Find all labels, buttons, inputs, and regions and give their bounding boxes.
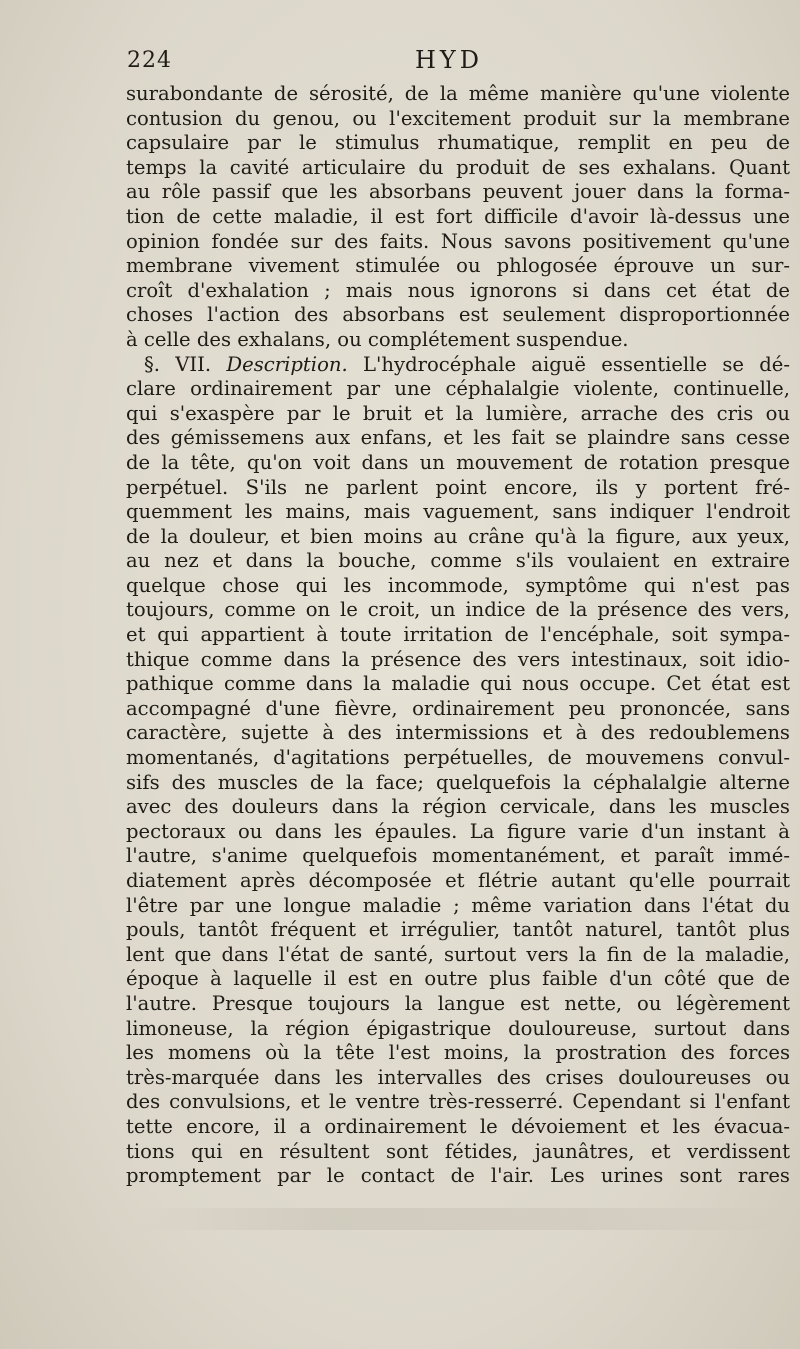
text-line: opinion fondée sur des faits. Nous savons positivement qu'une	[126, 229, 790, 253]
text-line: diatement après décomposée et flétrie autant qu'elle pourrait	[126, 869, 790, 892]
page-header	[127, 46, 787, 76]
text-line: momentanés, d'agitations perpétuelles, de mouvemens convul-	[126, 746, 790, 770]
text-line: de la tête, qu'on voit dans un mouvement de rotation presque	[126, 450, 790, 474]
text-line: quelque chose qui les incommode, symptôme qui n'est pas	[126, 573, 790, 597]
text-line: l'autre. Presque toujours la langue est nette, ou légèrement	[126, 991, 790, 1015]
text-line: L'hydrocéphale aiguë essentielle se dé-	[362, 352, 790, 376]
text-line: toujours, comme on le croit, un indice de la présence des vers,	[126, 598, 790, 622]
page-number: 224	[127, 48, 172, 73]
text-line: surabondante de sérosité, de la même manière qu'une violente	[126, 82, 790, 105]
text-line: choses l'action des absorbans est seulement disproportionnée	[126, 303, 790, 327]
text-line: croît d'exhalation ; mais nous ignorons si dans cet état de	[126, 278, 790, 302]
text-line: caractère, sujette à des intermissions et à des redoublemens	[126, 721, 790, 745]
text-line: contusion du genou, ou l'excitement produit sur la membrane	[126, 106, 790, 130]
text-line: époque à laquelle il est en outre plus faible d'un côté que de	[126, 967, 790, 991]
text-line: pectoraux ou dans les épaules. La figure varie d'un instant à	[126, 819, 790, 843]
body-text	[126, 82, 790, 1213]
text-line: pouls, tantôt fréquent et irrégulier, tantôt naturel, tantôt plus	[126, 918, 790, 942]
text-line: avec des douleurs dans la région cervicale, dans les muscles	[126, 795, 790, 819]
text-line: tette encore, il a ordinairement le dévoiement et les évacua-	[126, 1114, 790, 1138]
text-line: au nez et dans la bouche, comme s'ils voulaient en extraire	[126, 549, 790, 573]
text-line: sifs des muscles de la face; quelquefois la céphalalgie alterne	[126, 770, 790, 794]
text-line: limoneuse, la région épigastrique douloureuse, surtout dans	[126, 1016, 790, 1040]
text-line: lent que dans l'état de santé, surtout vers la fin de la maladie,	[126, 942, 790, 966]
text-line: tions qui en résultent sont fétides, jaunâtres, et verdissent	[126, 1139, 790, 1163]
show-through-bleed	[140, 1208, 780, 1230]
text-line: perpétuel. S'ils ne parlent point encore, ils y portent fré-	[126, 475, 790, 499]
text-line: et qui appartient à toute irritation de l'encéphale, soit sympa-	[126, 623, 790, 647]
section-heading-line	[126, 353, 790, 378]
text-line: clare ordinairement par une céphalalgie violente, continuelle,	[126, 377, 790, 401]
text-line: très-marquée dans les intervalles des crises douloureuses ou	[126, 1065, 790, 1089]
text-line: de la douleur, et bien moins au crâne qu'à la figure, aux yeux,	[126, 524, 790, 548]
text-line: l'être par une longue maladie ; même variation dans l'état du	[126, 893, 790, 917]
text-line: promptement par le contact de l'air. Les urines sont rares	[126, 1164, 790, 1188]
text-line: capsulaire par le stimulus rhumatique, remplit en peu de	[126, 131, 790, 155]
text-line: l'autre, s'anime quelquefois momentanément, et paraît immé-	[126, 844, 790, 868]
text-line: tion de cette maladie, il est fort difficile d'avoir là-dessus une	[126, 204, 790, 228]
text-line: quemment les mains, mais vaguement, sans indiquer l'endroit	[126, 500, 790, 524]
text-line: à celle des exhalans, ou complétement suspendue.	[126, 327, 629, 351]
text-line: accompagné d'une fièvre, ordinairement peu prononcée, sans	[126, 696, 790, 720]
text-line: les momens où la tête l'est moins, la prostration des forces	[126, 1041, 790, 1065]
text-line: qui s'exaspère par le bruit et la lumière, arrache des cris ou	[126, 401, 790, 425]
section-title: Description.	[226, 352, 348, 376]
running-head: HYD	[415, 46, 484, 74]
text-line: des gémissemens aux enfans, et les fait se plaindre sans cesse	[126, 426, 790, 450]
text-line: pathique comme dans la maladie qui nous occupe. Cet état est	[126, 672, 790, 696]
text-line: thique comme dans la présence des vers intestinaux, soit idio-	[126, 647, 790, 671]
text-line: membrane vivement stimulée ou phlogosée éprouve un sur-	[126, 254, 790, 278]
text-line: temps la cavité articulaire du produit de ses exhalans. Quant	[126, 155, 790, 179]
text-line: au rôle passif que les absorbans peuvent jouer dans la forma-	[126, 180, 790, 204]
section-mark: §. VII.	[144, 352, 212, 376]
text-line: des convulsions, et le ventre très-resserré. Cependant si l'enfant	[126, 1090, 790, 1114]
